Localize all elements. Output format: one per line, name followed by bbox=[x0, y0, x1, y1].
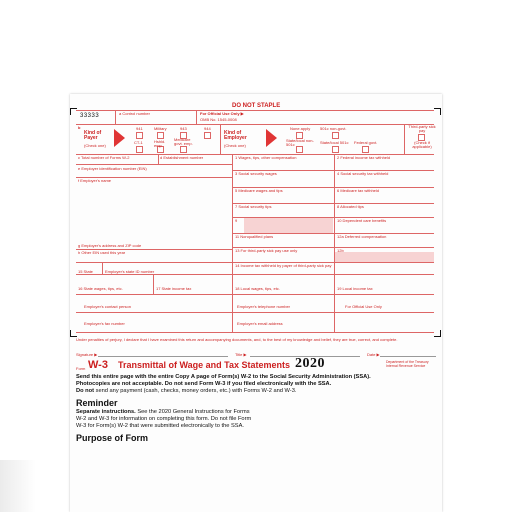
email-label: Employer's email address bbox=[237, 321, 283, 326]
telephone-label: Employer's telephone number bbox=[237, 304, 291, 309]
official-use-bottom-label: For Official Use Only bbox=[345, 304, 382, 309]
purpose-heading: Purpose of Form bbox=[76, 433, 149, 443]
send-instruction-1: Send this entire page with the entire Copy A page of Form(s) W-2 to the Social Security Administration (SSA). bbox=[76, 374, 371, 380]
payment-text: send any payment (cash, checks, money orders, etc.) with Forms W-2 and W-3. bbox=[95, 388, 297, 394]
box10-label: 10 Dependent care benefits bbox=[337, 218, 387, 223]
field-15-state-label: 15 State bbox=[78, 269, 93, 274]
employer-check-one: (Check one) bbox=[224, 143, 246, 148]
box3-label: 3 Social security wages bbox=[235, 171, 277, 176]
form-page bbox=[70, 94, 442, 512]
omb-number: OMB No. 1545-0008 bbox=[200, 117, 237, 122]
field-c-label: c Total number of Forms W-2 bbox=[78, 155, 130, 160]
reminder-heading: Reminder bbox=[76, 398, 118, 408]
box2-label: 2 Federal income tax withheld bbox=[337, 155, 391, 160]
box13-label: 13 For third-party sick pay use only bbox=[235, 248, 298, 253]
payer-checkbox-ct1[interactable] bbox=[136, 146, 143, 153]
corner-mark-top-right bbox=[434, 108, 441, 115]
employer-option-state-local-501c-label: State/local 501c bbox=[320, 140, 349, 145]
form-year: 2020 bbox=[295, 356, 325, 371]
box6-label: 6 Medicare tax withheld bbox=[337, 188, 380, 193]
employer-option-state-local-non501c-label: State/local non-501c bbox=[286, 138, 314, 147]
employer-arrow-icon bbox=[266, 129, 277, 147]
box12b-shaded bbox=[335, 252, 434, 262]
employer-option-501c-label: 501c non-govt. bbox=[320, 126, 347, 131]
payment-instruction bbox=[76, 388, 438, 395]
box12a-label: 12a Deferred compensation bbox=[337, 234, 387, 239]
field-16-label: 16 State wages, tips, etc. bbox=[78, 286, 123, 291]
perjury-statement: Under penalties of perjury, I declare that I have examined this return and accompanying documents, and, to the best of my knowledge and belief, they are true, correct, and complete. bbox=[76, 337, 398, 342]
kind-of-employer-label: Kind of Employer bbox=[224, 130, 247, 141]
employer-option-federal-label: Federal govt. bbox=[354, 140, 378, 145]
payer-checkbox-941[interactable] bbox=[136, 132, 143, 139]
box8-label: 8 Allocated tips bbox=[337, 204, 364, 209]
kind-of-payer-label: Kind of Payer bbox=[84, 130, 102, 141]
payer-box-letter: b bbox=[78, 125, 81, 130]
box18-label: 18 Local wages, tips, etc. bbox=[235, 286, 280, 291]
employer-option-none-label: None apply bbox=[290, 126, 311, 131]
signature-line[interactable] bbox=[98, 356, 228, 357]
third-party-check-note: (Check if applicable) bbox=[412, 140, 432, 149]
payer-option-military-label: Military bbox=[154, 126, 167, 131]
separate-text-1: See the 2020 General Instructions for Forms bbox=[137, 409, 250, 415]
form-main-title: Transmittal of Wage and Tax Statements bbox=[118, 360, 291, 370]
box12b-label: 12b bbox=[337, 248, 344, 253]
payer-checkbox-military[interactable] bbox=[157, 132, 164, 139]
payer-option-941-label: 941 bbox=[136, 126, 143, 131]
fax-number-label: Employer's fax number bbox=[84, 321, 125, 326]
form-name: W-3 bbox=[88, 359, 108, 371]
payer-option-ct1-label: CT-1 bbox=[134, 140, 143, 145]
box5-label: 5 Medicare wages and tips bbox=[235, 188, 283, 193]
box7-label: 7 Social security tips bbox=[235, 204, 272, 209]
instructions bbox=[76, 374, 438, 444]
contact-person-label: Employer's contact person bbox=[84, 304, 132, 309]
separate-instructions-3: W-3 for Form(s) W-2 that were submitted electronically to the SSA. bbox=[76, 423, 244, 429]
payer-check-one: (Check one) bbox=[84, 143, 106, 148]
third-party-sick-pay-label: Third-party sick pay bbox=[408, 124, 436, 133]
date-line[interactable] bbox=[380, 356, 436, 357]
employer-checkbox-state-local-501c[interactable] bbox=[332, 146, 339, 153]
field-f-label: f Employer's name bbox=[78, 178, 111, 183]
box1-label: 1 Wages, tips, other compensation bbox=[235, 155, 297, 160]
corner-mark-bottom-right bbox=[434, 330, 441, 337]
payer-option-medicare-label: Medicare govt. emp. bbox=[174, 137, 193, 146]
internal-revenue-service: Internal Revenue Service bbox=[386, 364, 426, 368]
payer-arrow-icon bbox=[114, 129, 125, 147]
do-not-bold: Do not bbox=[76, 388, 95, 394]
box4-label: 4 Social security tax withheld bbox=[337, 171, 389, 176]
separate-bold: Separate instructions. bbox=[76, 409, 136, 415]
field-15-state-id-label: Employer's state ID number bbox=[105, 269, 155, 274]
separate-instructions-2: W-2 and W-3 for information on completing this form. Do not file Form bbox=[76, 416, 252, 422]
dept-treasury: Department of the Treasury bbox=[386, 360, 429, 364]
box14-label: 14 Income tax withheld by payer of third-party sick pay bbox=[235, 263, 332, 268]
do-not-staple: DO NOT STAPLE bbox=[232, 103, 281, 109]
form-word: Form bbox=[76, 366, 86, 371]
title-label: Title ▶ bbox=[235, 352, 247, 357]
payer-checkbox-944[interactable] bbox=[204, 132, 211, 139]
separate-instructions-1 bbox=[76, 409, 438, 416]
official-use-label: For Official Use Only ▶ bbox=[200, 111, 244, 116]
field-d-label: d Establishment number bbox=[160, 155, 204, 160]
field-17-label: 17 State income tax bbox=[156, 286, 192, 291]
control-number-label: a Control number bbox=[119, 111, 150, 116]
date-label: Date ▶ bbox=[367, 352, 380, 357]
box11-label: 11 Nonqualified plans bbox=[235, 234, 274, 239]
employer-checkbox-501c[interactable] bbox=[332, 132, 339, 139]
box9-label: 9 bbox=[235, 218, 238, 223]
form-code: 33333 bbox=[80, 113, 100, 119]
payer-option-943-label: 943 bbox=[180, 126, 187, 131]
field-e-label: e Employer identification number (EIN) bbox=[78, 166, 147, 171]
payer-checkbox-medicare[interactable] bbox=[180, 146, 187, 153]
box19-label: 19 Local income tax bbox=[337, 286, 373, 291]
box9-shaded bbox=[244, 218, 333, 233]
payer-option-hshld-label: Hshld. emp. bbox=[154, 139, 166, 148]
field-h-label: h Other EIN used this year bbox=[78, 250, 126, 255]
signature-label: Signature ▶ bbox=[76, 352, 98, 357]
employer-checkbox-federal[interactable] bbox=[362, 146, 369, 153]
payer-option-944-label: 944 bbox=[204, 126, 211, 131]
background-shadow bbox=[0, 460, 36, 512]
send-instruction-2: Photocopies are not acceptable. Do not send Form W-3 if you filed electronically with the SSA. bbox=[76, 381, 332, 387]
employer-checkbox-state-local-non501c[interactable] bbox=[296, 146, 303, 153]
field-g-label: g Employer's address and ZIP code bbox=[78, 243, 142, 248]
